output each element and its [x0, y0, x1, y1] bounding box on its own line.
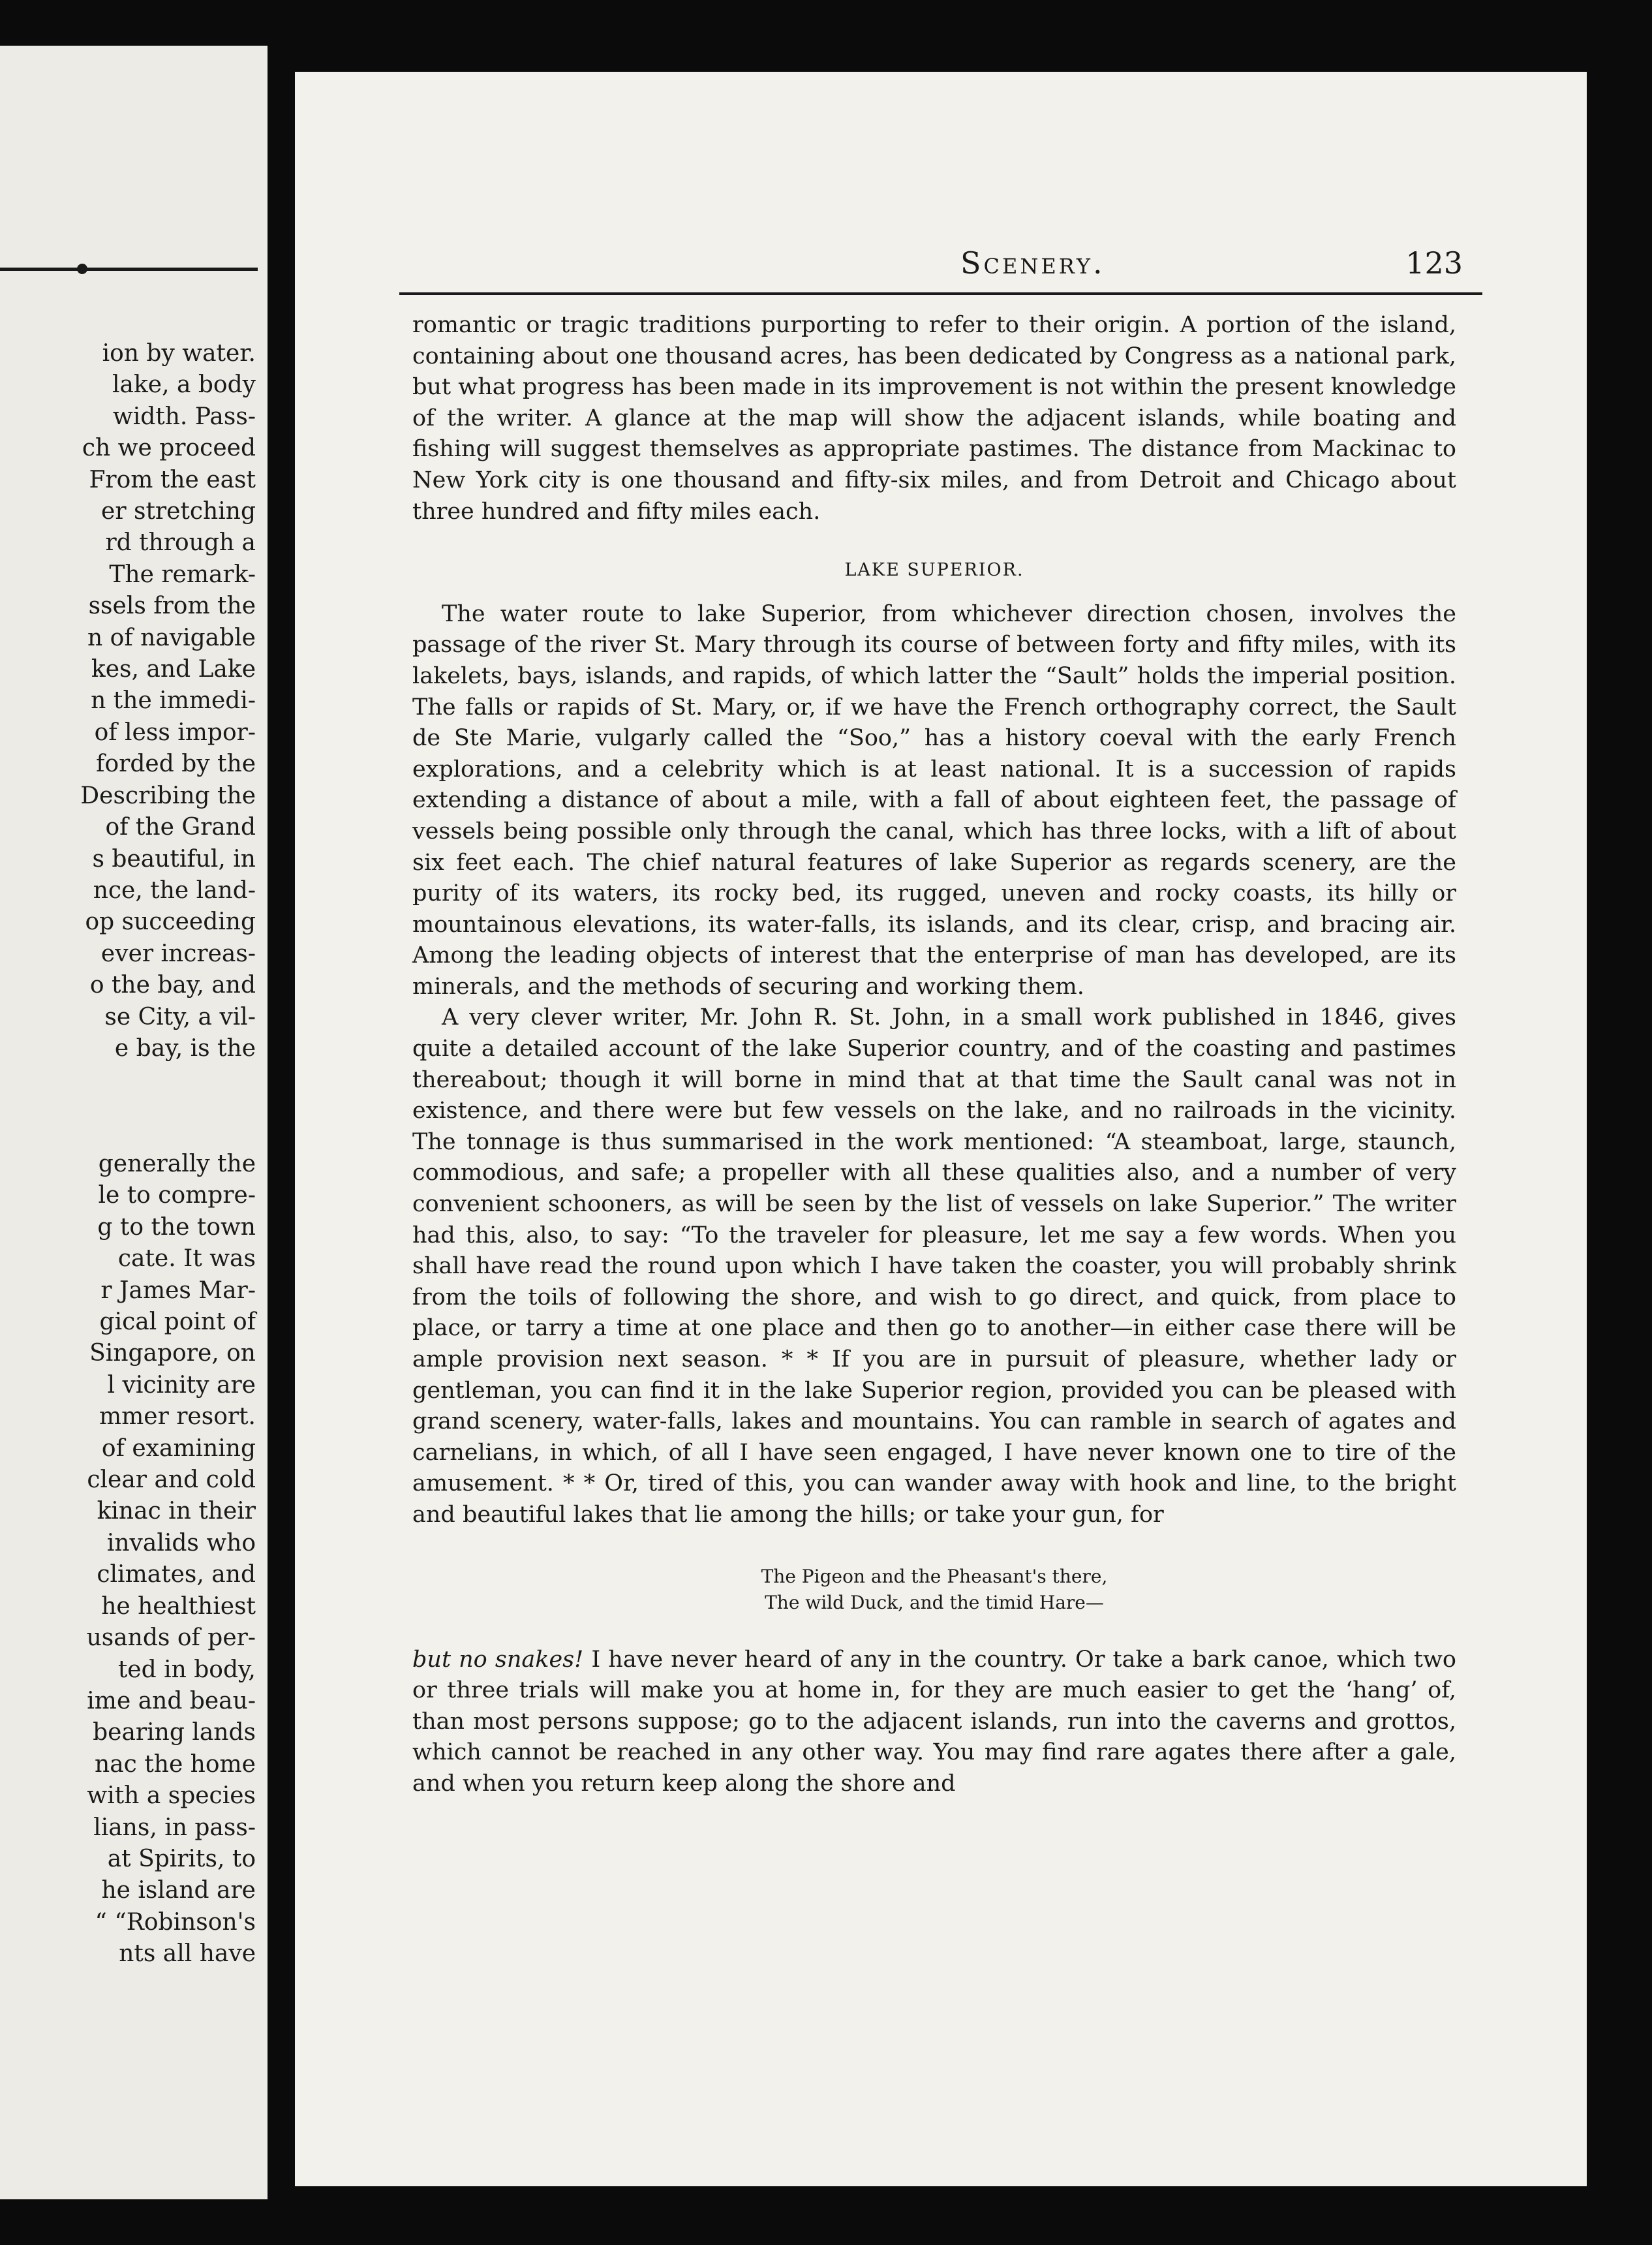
page-body [412, 310, 1456, 1800]
left-page-line: lians, in pass- [93, 1814, 256, 1841]
paragraph-no-snakes [412, 1645, 1456, 1800]
left-page-line: with a species [87, 1782, 256, 1810]
left-page-line: width. Pass- [112, 403, 256, 430]
left-page-line: g to the town [97, 1213, 256, 1241]
left-page-line: of examining [101, 1434, 256, 1462]
left-page-rule [0, 268, 258, 271]
left-facing-page [0, 46, 268, 2199]
verse-quote [412, 1564, 1456, 1616]
left-page-line: n of navigable [87, 624, 256, 651]
left-page-line: he healthiest [101, 1592, 256, 1620]
left-page-rule-dot [77, 264, 87, 274]
left-page-line: kes, and Lake [91, 656, 256, 683]
left-page-line: n the immedi- [91, 687, 256, 715]
paragraph-st-john: A very clever writer, Mr. John R. St. John, in a small work published in 1846, gives quite a detailed account of the lake Superior country, and of the coasting and pastimes thereabout; though it will borne in mind that at that time the Sault canal was not in existence, and there were but few vessels on the lake, and no railroads in the vicinity. The tonnage is thus summarised in the work mentioned: “A steamboat, large, staunch, commodious, and safe; a propeller with all these qualities also, and a number of very convenient schooners, as will be seen by the list of vessels on lake Superior.” The writer had this, also, to say: “To the traveler for pleasure, let me say a few words. When you shall have read the round upon which I have taken the coaster, you will probably shrink from the toils of following the shore, and wish to go direct, and quick, from place to place, or tarry a time at one place and then go to another—in either case there will be ample provision next season. * * If you are in pursuit of pleasure, whether lady or gentleman, you can find it in the lake Superior region, provided you can be pleased with grand scenery, water-falls, lakes and mountains. You can ramble in search of agates and carnelians, in which, of all I have seen engaged, I have never known one to tire of the amusement. * * Or, tired of this, you can wander away with hook and line, to the bright and beautiful lakes that lie among the hills; or take your gun, for [412, 1004, 1456, 1528]
left-page-line: mmer resort. [99, 1403, 256, 1431]
left-page-line: e bay, is the [114, 1034, 256, 1062]
left-page-line: s beautiful, in [92, 845, 256, 873]
left-page-line: ime and beau- [87, 1687, 256, 1714]
left-page-line: o the bay, and [89, 972, 256, 999]
italic-phrase: but no snakes! [412, 1646, 584, 1673]
left-page-line: ted in body, [117, 1656, 256, 1683]
header-rule [399, 292, 1482, 295]
left-page-line: l vicinity are [107, 1371, 256, 1399]
page-number: 123 [1405, 245, 1463, 281]
left-page-text-lower [1, 1149, 256, 1970]
left-page-line: gical point of [99, 1308, 256, 1336]
left-page-line: ssels from the [88, 593, 256, 620]
left-page-line: clear and cold [87, 1466, 256, 1494]
left-page-text-upper [1, 338, 256, 1064]
left-page-line: From the east [89, 466, 256, 493]
left-page-line: generally the [98, 1151, 256, 1177]
left-page-line: ch we proceed [82, 435, 256, 462]
left-page-line: nac the home [95, 1750, 256, 1778]
left-page-line: usands of per- [86, 1624, 256, 1652]
page-header [399, 235, 1463, 294]
left-page-line: ion by water. [102, 340, 256, 367]
left-page-line: er stretching [101, 498, 256, 525]
paragraph-mackinac-end: romantic or tragic traditions purporting to refer to their origin. A portion of the island, containing about one thousand acres, has been dedicated by Congress as a national park, but what progress has been made in its improvement is not within the present knowledge of the writer. A glance at the map will show the adjacent islands, while boating and fishing will suggest themselves as appropriate pastimes. The distance from Mackinac to New York city is one thousand and fifty-six miles, and from Detroit and Chicago about three hundred and fifty miles each. [412, 312, 1456, 525]
right-page [295, 72, 1587, 2186]
left-page-line: lake, a body [112, 371, 256, 399]
left-page-line: invalids who [106, 1529, 256, 1556]
left-page-line: r James Mar- [100, 1277, 256, 1304]
book-gutter [268, 0, 294, 2245]
left-page-line: Describing the [80, 782, 256, 809]
left-page-line: of the Grand [105, 814, 256, 841]
left-page-line: op succeeding [85, 908, 256, 936]
left-page-line: le to compre- [98, 1182, 256, 1209]
left-page-line: bearing lands [93, 1719, 256, 1746]
verse-line-1: The Pigeon and the Pheasant's there, [761, 1565, 1108, 1587]
left-page-line: forded by the [96, 751, 256, 778]
left-page-line: kinac in their [97, 1498, 256, 1525]
paragraph-no-snakes-text: I have never heard of any in the country. Or take a bark canoe, which two or three trials will make you at home in, for they are much easier to get the ‘hang’ of, than most persons suppose; go to the adjacent islands, run into the caverns and grottos, which cannot be reached in any other way. You may find rare agates there after a gale, and when you return keep along the shore and [412, 1646, 1456, 1797]
section-heading: LAKE SUPERIOR. [844, 560, 1024, 581]
left-page-line: nce, the land- [93, 876, 256, 904]
left-page-line: cate. It was [117, 1245, 256, 1273]
verse-line-2: The wild Duck, and the timid Hare— [765, 1591, 1104, 1613]
left-page-line: ever increas- [100, 940, 256, 967]
running-head: Scenery. [960, 245, 1105, 281]
left-page-line: at Spirits, to [107, 1845, 256, 1872]
left-page-line: se City, a vil- [104, 1003, 256, 1030]
left-page-line: rd through a [105, 529, 256, 557]
left-page-line: nts all have [119, 1940, 256, 1968]
left-page-line: climates, and [97, 1561, 256, 1588]
paragraph-water-route: The water route to lake Superior, from whichever direction chosen, involves the passage of the river St. Mary through its course of between forty and fifty miles, with its lakelets, bays, islands, and rapids, of which latter the “Sault” holds the imperial position. The falls or rapids of St. Mary, or, if we have the French orthography correct, the Sault de Ste Marie, vulgarly called the “Soo,” has a history coeval with the early French explorations, and a celebrity which is at least national. It is a succession of rapids extending a distance of about a mile, with a fall of about eighteen feet, the passage of vessels being possible only through the canal, which has three locks, with a lift of about six feet each. The chief natural features of lake Superior as regards scenery, are the purity of its waters, its rocky bed, its rugged, uneven and rocky coasts, its hilly or mountainous elevations, its water-falls, its islands, and its clear, crisp, and bracing air. Among the leading objects of interest that the enterprise of man has developed, are its minerals, and the methods of securing and working them. [412, 600, 1456, 1000]
left-page-line: The remark- [109, 561, 256, 588]
left-page-line: Singapore, on [89, 1340, 256, 1367]
left-page-line: he island are [101, 1877, 256, 1904]
left-page-line: “ “Robinson's [95, 1908, 256, 1936]
left-page-line: of less impor- [94, 719, 256, 746]
